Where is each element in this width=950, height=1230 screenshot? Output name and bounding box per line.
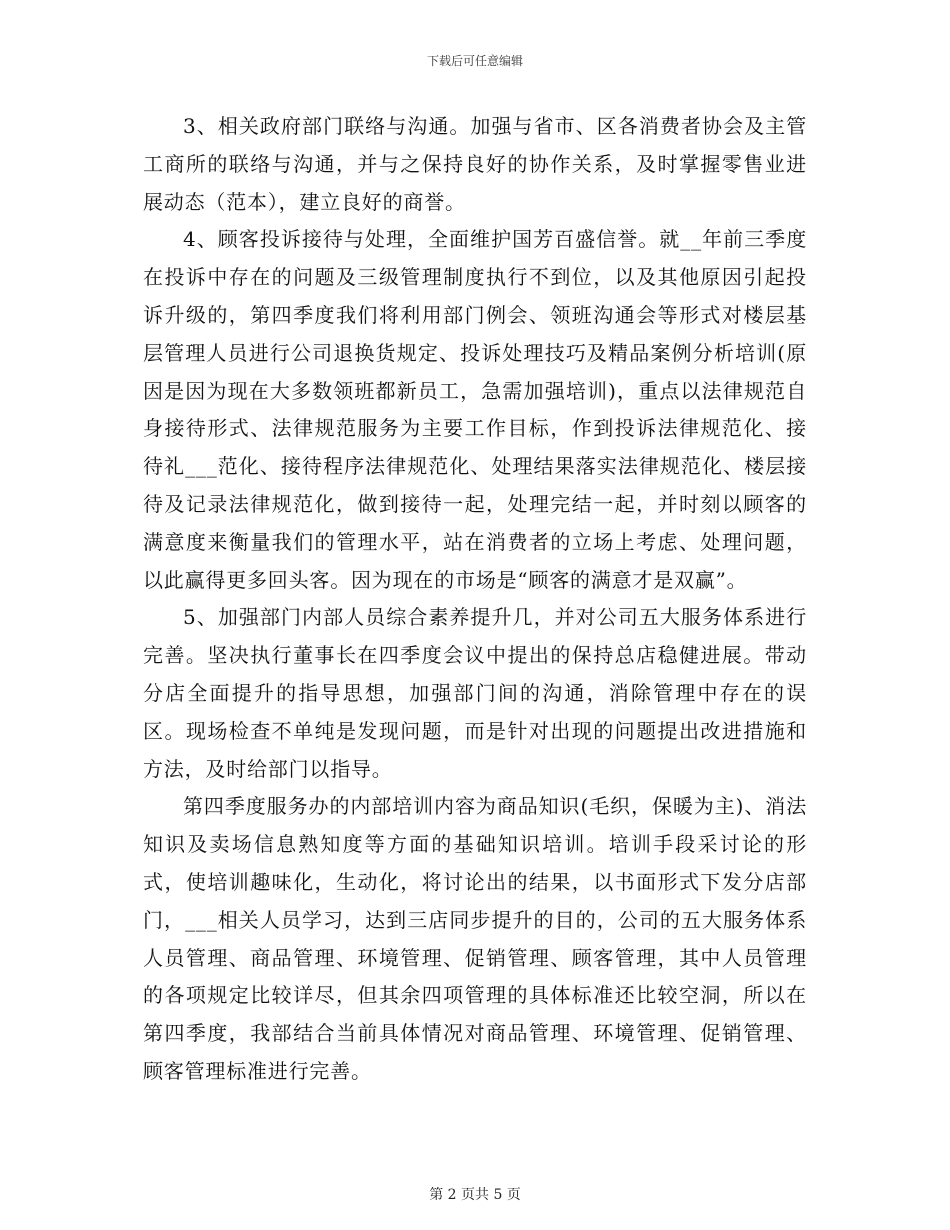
paragraph-training: 第四季度服务办的内部培训内容为商品知识(毛织，保暖为主)、消法知识及卖场信息熟知度等方面的基础知识培训。培训手段采讨论的形式，使培训趣味化，生动化，将讨论出的结果，以书面形式下发分店部门，___相关人员学习，达到三店同步提升的目的，公司的五大服务体系人员管理、商品管理、环境管理、促销管理、顾客管理，其中人员管理的各项规定比较详尽，但其余四项管理的具体标准还比较空洞，所以在第四季度，我部结合当前具体情况对商品管理、环境管理、促销管理、顾客管理标准进行完善。 xyxy=(143,794,807,1083)
page-header: 下载后可任意编辑 xyxy=(426,54,523,68)
document-body xyxy=(143,108,807,1091)
paragraph-item-3: 3、相关政府部门联络与沟通。加强与省市、区各消费者协会及主管工商所的联络与沟通，并与之保持良好的协作关系，及时掌握零售业进展动态（范本），建立良好的商誉。 xyxy=(143,114,807,214)
paragraph-item-5: 5、加强部门内部人员综合素养提升几，并对公司五大服务体系进行完善。坚决执行董事长在四季度会议中提出的保持总店稳健进展。带动分店全面提升的指导思想，加强部门间的沟通，消除管理中存在的误区。现场检查不单纯是发现问题，而是针对出现的问题提出改进措施和方法，及时给部门以指导。 xyxy=(143,605,807,781)
paragraph-item-4: 4、顾客投诉接待与处理，全面维护国芳百盛信誉。就__年前三季度在投诉中存在的问题及三级管理制度执行不到位，以及其他原因引起投诉升级的，第四季度我们将利用部门例会、领班沟通会等形式对楼层基层管理人员进行公司退换货规定、投诉处理技巧及精品案例分析培训(原因是因为现在大多数领班都新员工，急需加强培训)，重点以法律规范自身接待形式、法律规范服务为主要工作目标，作到投诉法律规范化、接待礼___范化、接待程序法律规范化、处理结果落实法律规范化、楼层接待及记录法律规范化，做到接待一起，处理完结一起，并时刻以顾客的满意度来衡量我们的管理水平，站在消费者的立场上考虑、处理问题，以此赢得更多回头客。因为现在的市场是“顾客的满意才是双赢”。 xyxy=(143,227,807,592)
page-footer: 第 2 页共 5 页 xyxy=(429,1187,521,1203)
